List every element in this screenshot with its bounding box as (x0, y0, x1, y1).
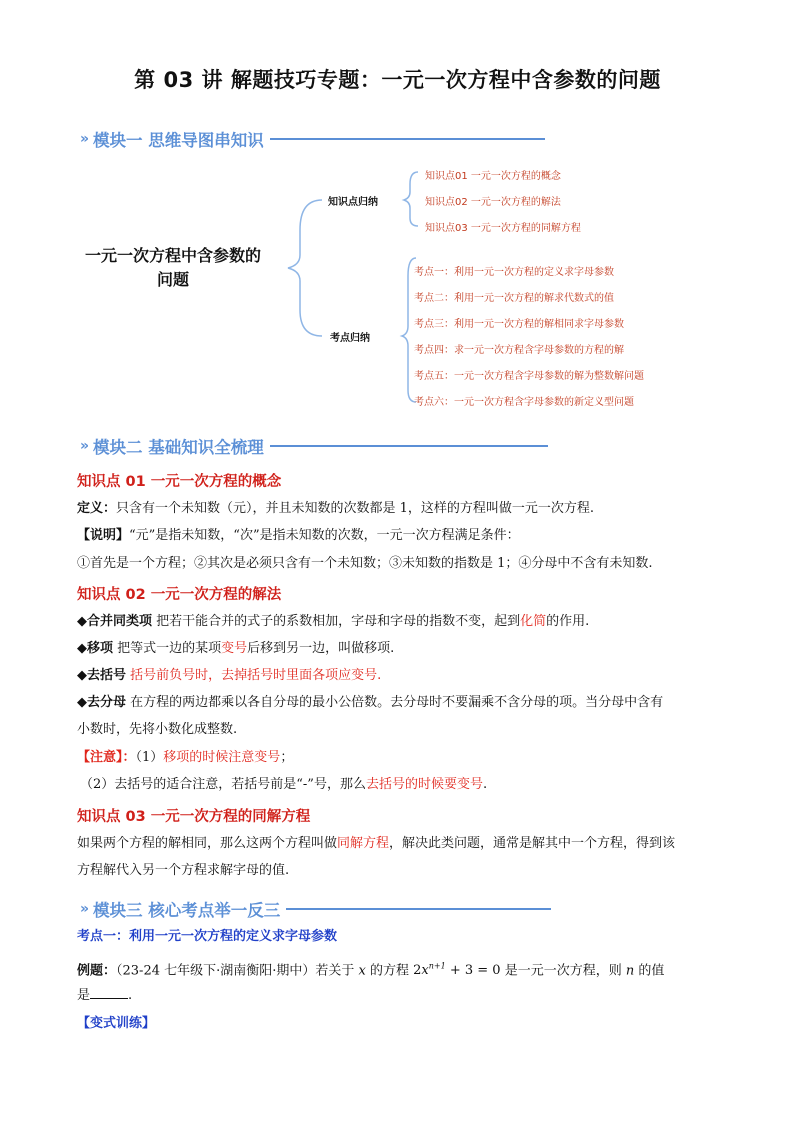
k2-merge-text: 把若干能合并的式子的系数相加，字母和字母的指数不变，起到 (152, 614, 521, 629)
k2-attention-1-end: ； (280, 750, 294, 765)
k2-attention-2-text: （2）去括号的适合注意，若括号前是“-”号，那么 (80, 777, 366, 792)
k2-bracket-highlight: 括号前负号时，去掉括号时里面各项应变号. (126, 668, 382, 683)
module-2-header (80, 433, 548, 459)
k2-merge-label: ◆合并同类项 (77, 614, 152, 629)
k2-bracket-label: ◆去括号 (77, 668, 126, 683)
k2-move-highlight: 变号 (221, 641, 248, 656)
kd1-example-text-b: 的方程 (365, 963, 414, 979)
kd1-line2-text: 是 (77, 988, 91, 1003)
kd1-eq-var: x (421, 963, 429, 979)
kd1-example-text-c: 是一元一次方程，则 (500, 963, 626, 979)
k3-text-2: 方程解代入另一个方程求解字母的值. (77, 863, 290, 878)
k1-conditions: ①首先是一个方程；②其次是必须只含有一个未知数；③未知数的指数是 1；④分母中不含有未知数. (77, 556, 653, 571)
mindmap-root: 一元一次方程中含参数的问题 (84, 246, 261, 289)
mindmap-branch-exam: 考点归纳 (330, 333, 370, 344)
kd1-variant-label: 【变式训练】 (77, 1016, 156, 1031)
kd1-line2-end: . (128, 988, 133, 1003)
module-1-underline (270, 138, 545, 140)
k3-text-b: ，解决此类问题，通常是解其中一个方程，得到该 (389, 836, 676, 851)
k2-attention-2 (80, 776, 487, 794)
k2-move-text: 把等式一边的某项 (113, 641, 222, 656)
module-1-title: 模块一 思维导图串知识 (93, 131, 264, 150)
kd1-example-line2 (77, 986, 132, 1005)
kd1-eq-coef: 2 (413, 963, 422, 979)
k2-denom-text: 在方程的两边都乘以各自分母的最小公倍数。去分母时不要漏乘不含分母的项。当分母中含有 (126, 695, 664, 710)
kd1-equation (413, 963, 500, 978)
k2-attention-1-num: （1） (135, 750, 164, 765)
kd1-eq-exp: n+1 (428, 962, 446, 971)
mindmap-knowledge-1: 知识点01 一元一次方程的概念 (425, 171, 561, 182)
k3-heading: 知识点 03 一元一次方程的同解方程 (77, 809, 311, 825)
k2-attention-label: 【注意】： (77, 750, 136, 765)
k1-note-label: 【说明】 (77, 528, 130, 543)
kd1-var-x: x (358, 963, 366, 979)
k3-text-a: 如果两个方程的解相同，那么这两个方程叫做 (77, 836, 338, 851)
kd1-eq-rest: + 3 = 0 (445, 963, 501, 979)
module-3-header (80, 896, 551, 922)
k2-move-label: ◆移项 (77, 641, 113, 656)
module-3-underline (286, 908, 551, 910)
k2-attention-1 (77, 749, 293, 767)
k2-attention-2-end: . (482, 777, 488, 792)
mindmap-exam-5: 考点五：一元一次方程含字母参数的解为整数解问题 (414, 371, 644, 382)
mindmap-branch-knowledge: 知识点归纳 (328, 197, 378, 208)
answer-blank[interactable] (90, 986, 128, 999)
kd1-example-label: 例题： (77, 963, 117, 979)
k1-note-text: “元”是指未知数，“次”是指未知数的次数，一元一次方程满足条件： (129, 528, 520, 543)
mindmap-knowledge-2: 知识点02 一元一次方程的解法 (425, 197, 561, 208)
k2-attention-1-highlight: 移项的时候注意变号 (163, 750, 281, 765)
mindmap-exam-1: 考点一：利用一元一次方程的定义求字母参数 (414, 267, 614, 278)
mindmap-exam-2: 考点二：利用一元一次方程的解求代数式的值 (414, 293, 614, 304)
mindmap-exam-4: 考点四：求一元一次方程含字母参数的方程的解 (414, 345, 624, 356)
k1-def-text: 只含有一个未知数（元），并且未知数的次数都是 1，这样的方程叫做一元一次方程. (116, 501, 595, 516)
module-1-header (80, 126, 545, 152)
kd1-example-text-d: 的值 (634, 963, 665, 979)
k2-move-text-end: 后移到另一边，叫做移项. (247, 641, 395, 656)
k2-heading: 知识点 02 一元一次方程的解法 (77, 587, 282, 603)
double-chevron-icon: » (80, 131, 90, 147)
k2-denom-cont: 小数时，先将小数化成整数. (77, 722, 238, 737)
root-brace (288, 200, 322, 336)
k2-attention-2-highlight: 去括号的时候要变号 (365, 777, 483, 792)
module-3-title: 模块三 核心考点举一反三 (93, 901, 281, 920)
module-2-title: 模块二 基础知识全梳理 (93, 438, 264, 457)
kd1-heading: 考点一：利用一元一次方程的定义求字母参数 (77, 929, 338, 944)
k2-merge-text-end: 的作用. (546, 614, 590, 629)
k2-bracket (77, 667, 381, 685)
k3-text-1 (77, 835, 675, 853)
k2-move (77, 640, 394, 658)
mindmap-exam-6: 考点六：一元一次方程含字母参数的新定义型问题 (414, 397, 634, 408)
double-chevron-icon: » (80, 438, 90, 454)
k1-definition (77, 500, 594, 518)
k2-merge (77, 613, 589, 631)
kd1-var-n: n (625, 963, 635, 979)
kd1-example (77, 958, 664, 980)
knowledge-brace (404, 172, 418, 226)
k1-note (77, 527, 520, 545)
k2-denom-label: ◆去分母 (77, 695, 126, 710)
page-title: 第 03 讲 解题技巧专题：一元一次方程中含参数的问题 (134, 68, 661, 92)
k3-highlight: 同解方程 (337, 836, 390, 851)
k2-merge-highlight: 化简 (520, 614, 547, 629)
mindmap-knowledge-3: 知识点03 一元一次方程的同解方程 (425, 223, 581, 234)
mindmap-exam-3: 考点三：利用一元一次方程的解相同求字母参数 (414, 319, 624, 330)
k1-heading: 知识点 01 一元一次方程的概念 (77, 474, 282, 490)
module-2-underline (270, 445, 548, 447)
double-chevron-icon: » (80, 901, 90, 917)
kd1-example-text-a: （23-24 七年级下·湖南衡阳·期中）若关于 (116, 963, 359, 979)
k1-def-label: 定义： (77, 501, 117, 516)
k2-denom (77, 694, 663, 712)
